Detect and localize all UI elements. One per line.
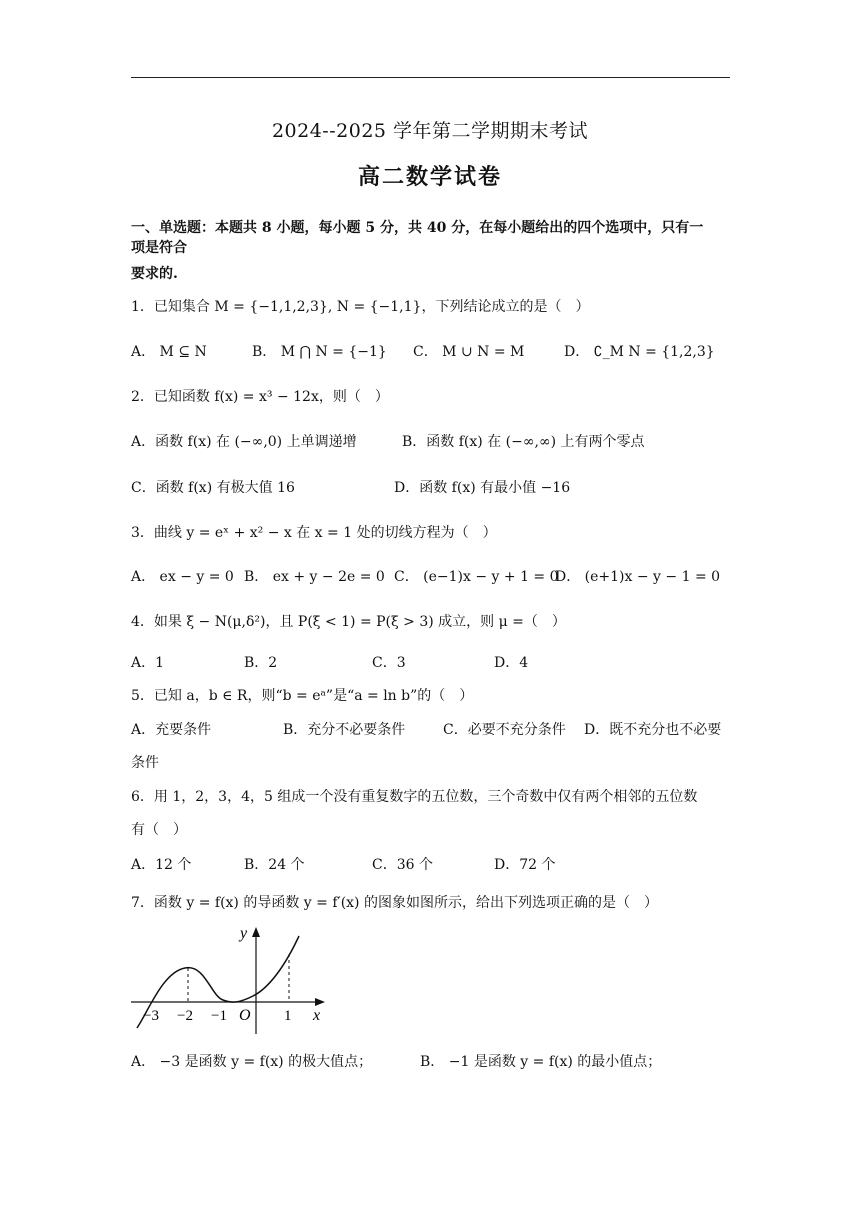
q4-option-c: C．3	[372, 655, 406, 671]
q6-option-c: C．36 个	[372, 857, 433, 873]
question-5-stem: 5．已知 a，b ∈ R，则“b = eᵃ”是“a = ln b”的（ ）	[131, 688, 474, 704]
q6-option-d: D．72 个	[494, 857, 556, 873]
q5-option-b: B．充分不必要条件	[283, 722, 406, 738]
y-axis-label: y	[240, 925, 248, 942]
tick-label-minus-3: −3	[143, 1008, 159, 1024]
question-4-stem: 4．如果 ξ − N(μ,δ²)，且 P(ξ < 1) = P(ξ > 3) 成立，则 μ =（ ）	[131, 614, 566, 630]
q2-option-d: D．函数 f(x) 有最小值 −16	[394, 480, 571, 496]
tick-label-1: 1	[284, 1008, 292, 1024]
q3-option-b: B． ex + y − 2e = 0	[244, 569, 385, 585]
x-axis-arrow-icon	[315, 998, 325, 1006]
y-axis-arrow-icon	[252, 927, 260, 937]
origin-label: O	[239, 1007, 251, 1024]
q6-option-b: B．24 个	[244, 857, 305, 873]
derivative-graph	[129, 922, 335, 1040]
question-1-stem: 1．已知集合 M = {−1,1,2,3}, N = {−1,1}，下列结论成立的是（ ）	[131, 299, 590, 315]
q5-option-c: C．必要不充分条件	[443, 722, 566, 738]
question-2-stem: 2．已知函数 f(x) = x³ − 12x，则（ ）	[131, 389, 389, 405]
q3-option-a: A． ex − y = 0	[131, 569, 234, 585]
exam-subtitle: 高二数学试卷	[357, 164, 502, 190]
question-7-stem: 7．函数 y = f(x) 的导函数 y = f′(x) 的图象如图所示，给出下列选项正确的是（ ）	[131, 895, 658, 911]
section-heading-line3: 要求的.	[131, 266, 178, 282]
exam-title: 2024--2025 学年第二学期期末考试	[271, 120, 589, 142]
tick-label-minus-2: −2	[177, 1008, 193, 1024]
q1-option-c: C． M ∪ N = M	[413, 344, 525, 360]
section-heading-line1: 一、单选题：本题共 8 小题，每小题 5 分，共 40 分，在每小题给出的四个选项中，只有一	[131, 220, 704, 236]
q3-option-c: C． (e−1)x − y + 1 = 0	[394, 569, 559, 585]
q3-option-d: D． (e+1)x − y − 1 = 0	[555, 569, 721, 585]
q4-option-b: B．2	[244, 655, 278, 671]
q5-option-d-wrap: 条件	[131, 755, 159, 771]
tick-label-minus-1: −1	[211, 1008, 227, 1024]
q2-option-a: A．函数 f(x) 在 (−∞,0) 上单调递增	[131, 434, 357, 450]
q4-option-d: D．4	[494, 655, 529, 671]
q6-option-a: A．12 个	[131, 857, 192, 873]
q2-option-c: C．函数 f(x) 有极大值 16	[131, 480, 295, 496]
question-6-stem-wrap: 有（ ）	[131, 822, 187, 838]
top-rule	[131, 77, 730, 78]
q1-option-a: A． M ⊆ N	[131, 344, 207, 360]
q1-option-b: B． M ⋂ N = {−1}	[252, 344, 387, 360]
q2-option-b: B．函数 f(x) 在 (−∞,∞) 上有两个零点	[402, 434, 645, 450]
q1-option-d: D． ∁_M N = {1,2,3}	[564, 344, 715, 360]
section-heading-line2: 项是符合	[131, 240, 187, 256]
question-6-stem: 6．用 1，2，3，4，5 组成一个没有重复数字的五位数，三个奇数中仅有两个相邻的五位数	[131, 789, 698, 805]
q5-option-a: A．充要条件	[131, 722, 212, 738]
x-axis-label: x	[313, 1007, 321, 1024]
q4-option-a: A．1	[131, 655, 165, 671]
question-3-stem: 3．曲线 y = eˣ + x² − x 在 x = 1 处的切线方程为（ ）	[131, 525, 497, 541]
q5-option-d: D．既不充分也不必要	[584, 722, 722, 738]
q7-option-b: B． −1 是函数 y = f(x) 的最小值点；	[420, 1054, 662, 1070]
q7-option-a: A． −3 是函数 y = f(x) 的极大值点；	[131, 1054, 373, 1070]
